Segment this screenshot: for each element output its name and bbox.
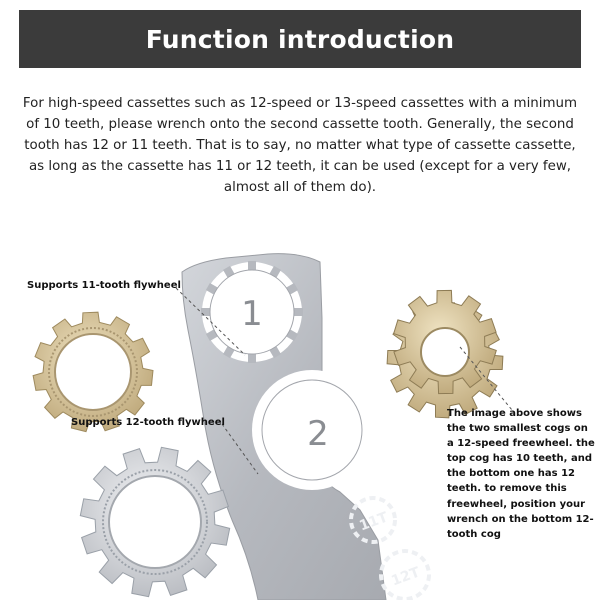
explanation-note: The image above shows the two smallest cogs on a 12-speed freewheel. the top cog has 10 teeth, and the bottom one has 12 teeth. to remove this freewheel, position your wrench on the bottom 12-tooth cog [447, 408, 595, 540]
intro-paragraph: For high-speed cassettes such as 12-speed or 13-speed cassettes with a minimum of 10 teeth, please wrench onto the second cassette tooth. Generally, the second tooth has 12 or 11 teeth. That is to say, no matter what type of cassette cassette, as long as the cassette has 11 or 12 teeth, it can be used (except for a very few, almost all of them do). [22, 96, 578, 195]
cog-12-tooth [80, 447, 229, 596]
label-11-tooth: Supports 11-tooth flywheel [27, 280, 181, 291]
cog-11-tooth [33, 312, 153, 431]
label-12-tooth: Supports 12-tooth flywheel [71, 417, 225, 428]
stamp-11t-label: 11T [357, 509, 391, 535]
page-title: Function introduction [145, 24, 455, 54]
stamp-12t-label: 12T [389, 564, 423, 590]
title-banner [19, 10, 581, 68]
cog-stack-right [387, 290, 503, 418]
hole-2-number: 2 [307, 414, 329, 454]
hole-1-number: 1 [241, 294, 263, 334]
